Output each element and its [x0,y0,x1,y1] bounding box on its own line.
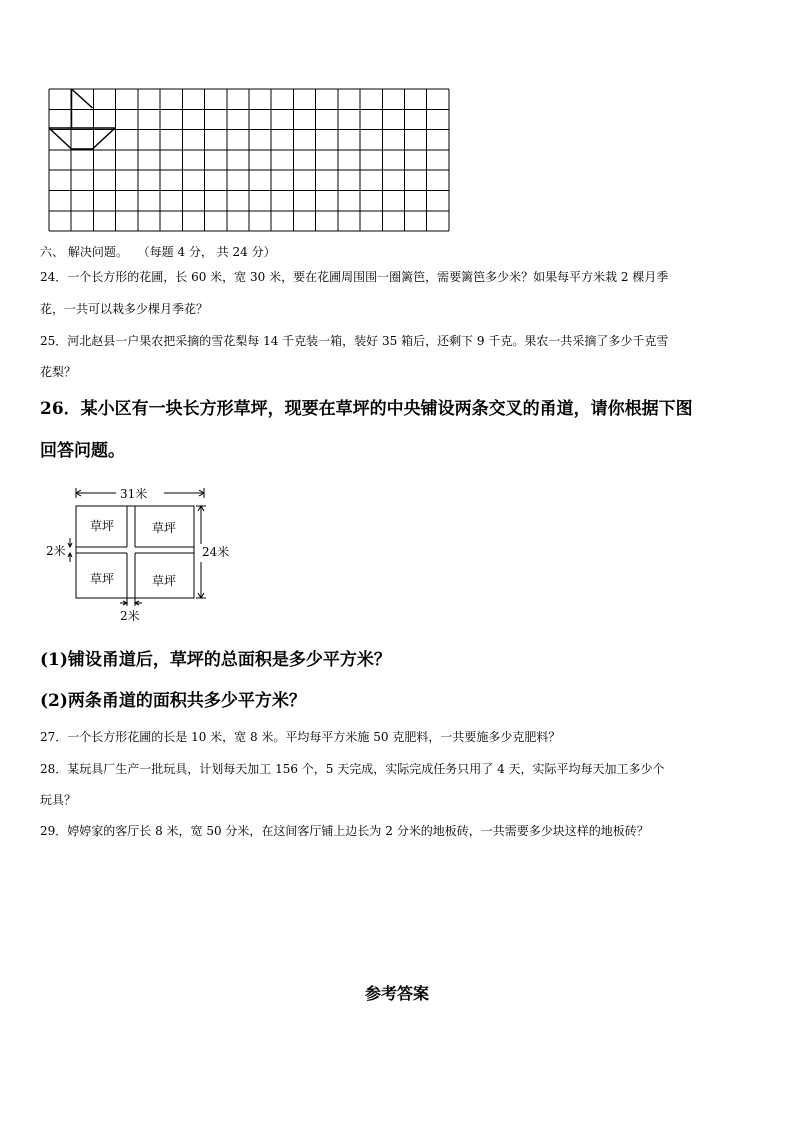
diagram-path-width-left: 2米 [46,544,66,558]
diagram-width-label: 31米 [120,487,148,501]
lawn-label: 草坪 [152,521,177,535]
answers-title: 参考答案 [364,984,429,1003]
section-six-header [40,244,276,260]
question-26-sub1: (1)铺设甬道后，草坪的总面积是多少平方米？ [40,650,391,670]
question-28-line2: 玩具？ [40,793,77,807]
question-24-line1: 24．一个长方形的花圃，长 60 米，宽 30 米，要在花圃周围围一圈篱笆，需要篱笆多少米？如果每平方米栽 2 棵月季 [40,270,669,284]
question-25-line1: 25．河北赵县一户果农把采摘的雪花梨每 14 千克装一箱，装好 35 箱后，还剩下 9 千克。果农一共采摘了多少千克雪 [40,334,669,348]
question-28-line1: 28．某玩具厂生产一批玩具，计划每天加工 156 个，5 天完成，实际完成任务只用了 4 天，实际平均每天加工多少个 [40,762,665,776]
question-24-line2: 花，一共可以栽多少棵月季花？ [40,302,209,316]
section-six-note: （每题 4 分， 共 24 分） [137,245,276,259]
diagram-height-label: 24米 [202,545,230,559]
question-25-line2: 花梨？ [40,365,77,379]
lawn-diagram [40,484,240,624]
diagram-path-width-bottom: 2米 [120,609,140,623]
boat-shape [49,89,115,149]
section-six-title: 六、 解决问题。 [40,245,128,259]
question-26-line2: 回答问题。 [40,441,125,461]
lawn-label: 草坪 [90,572,115,586]
lawn-label: 草坪 [152,574,177,588]
grid-figure [48,88,452,234]
lawn-label: 草坪 [90,519,115,533]
question-27-line1: 27．一个长方形花圃的长是 10 米，宽 8 米。平均每平方米施 50 克肥料，一共要施多少克肥料？ [40,730,561,744]
question-26-line1: 26．某小区有一块长方形草坪，现要在草坪的中央铺设两条交叉的甬道，请你根据下图 [40,399,693,419]
question-26-sub2: (2)两条甬道的面积共多少平方米？ [40,691,306,711]
question-29-line1: 29．婷婷家的客厅长 8 米，宽 50 分米，在这间客厅铺上边长为 2 分米的地板砖，一共需要多少块这样的地板砖？ [40,824,649,838]
